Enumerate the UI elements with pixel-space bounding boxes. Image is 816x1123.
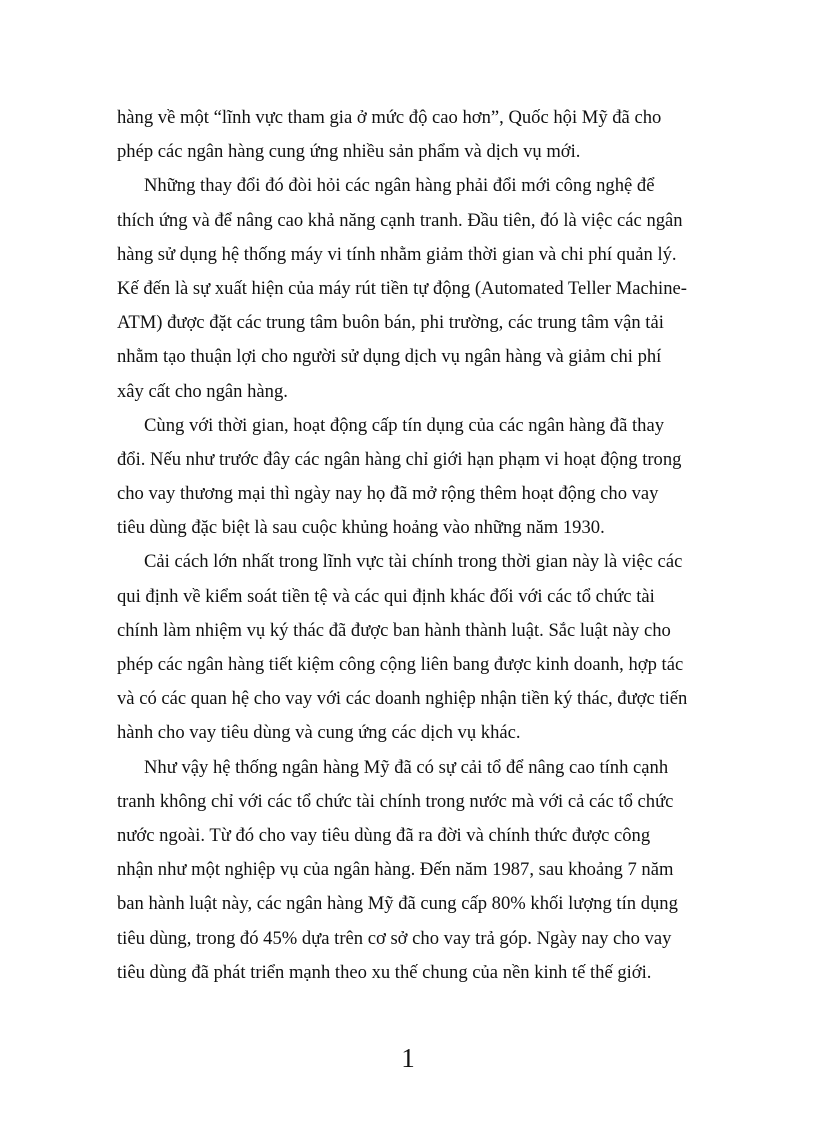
text-line: hành cho vay tiêu dùng và cung ứng các dịch vụ khác. [117,722,521,744]
text-line: nước ngoài. Từ đó cho vay tiêu dùng đã ra đời và chính thức được công [117,824,651,846]
text-line: và có các quan hệ cho vay với các doanh nghiệp nhận tiền ký thác, được tiến [117,688,688,710]
text-line: Như vậy hệ thống ngân hàng Mỹ đã có sự cải tổ để nâng cao tính cạnh [144,756,669,778]
text-line: hàng về một “lĩnh vực tham gia ở mức độ cao hơn”, Quốc hội Mỹ đã cho [117,107,662,128]
text-line: tiêu dùng đã phát triển mạnh theo xu thế chung của nền kinh tế thế giới. [117,961,652,983]
text-line: phép các ngân hàng tiết kiệm công cộng liên bang được kinh doanh, hợp tác [117,654,684,675]
text-line: nhận như một nghiệp vụ của ngân hàng. Đến năm 1987, sau khoảng 7 năm [117,859,674,881]
text-line: phép các ngân hàng cung ứng nhiều sản phẩm và dịch vụ mới. [117,141,581,163]
text-line: qui định về kiểm soát tiền tệ và các qui định khác đối với các tổ chức tài [117,585,655,607]
text-line: đổi. Nếu như trước đây các ngân hàng chỉ giới hạn phạm vi hoạt động trong [117,448,682,470]
body-text [117,101,701,990]
text-line: tranh không chỉ với các tổ chức tài chính trong nước mà với cả các tổ chức [117,790,674,812]
text-line: Cùng với thời gian, hoạt động cấp tín dụng của các ngân hàng đã thay [144,414,665,436]
text-line: hàng sử dụng hệ thống máy vi tính nhằm giảm thời gian và chi phí quản lý. [117,243,677,265]
text-line: tiêu dùng, trong đó 45% dựa trên cơ sở cho vay trả góp. Ngày nay cho vay [117,927,672,949]
text-line: ban hành luật này, các ngân hàng Mỹ đã cung cấp 80% khối lượng tín dụng [117,893,678,915]
text-line: Những thay đổi đó đòi hỏi các ngân hàng phải đổi mới công nghệ để [144,175,655,197]
text-line: tiêu dùng đặc biệt là sau cuộc khủng hoảng vào những năm 1930. [117,517,605,539]
text-line: Cải cách lớn nhất trong lĩnh vực tài chính trong thời gian này là việc các [144,551,683,573]
text-line: ATM) được đặt các trung tâm buôn bán, phi trường, các trung tâm vận tải [117,312,664,334]
text-line: thích ứng và để nâng cao khả năng cạnh tranh. Đầu tiên, đó là việc các ngân [117,209,683,231]
text-line: chính làm nhiệm vụ ký thác đã được ban hành thành luật. Sắc luật này cho [117,619,671,641]
text-line: cho vay thương mại thì ngày nay họ đã mở rộng thêm hoạt động cho vay [117,483,659,505]
text-line: nhằm tạo thuận lợi cho người sử dụng dịch vụ ngân hàng và giảm chi phí [117,346,662,368]
page-number: 1 [401,1043,415,1073]
text-line: Kế đến là sự xuất hiện của máy rút tiền tự động (Automated Teller Machine- [117,277,687,299]
text-line: xây cất cho ngân hàng. [117,380,288,402]
